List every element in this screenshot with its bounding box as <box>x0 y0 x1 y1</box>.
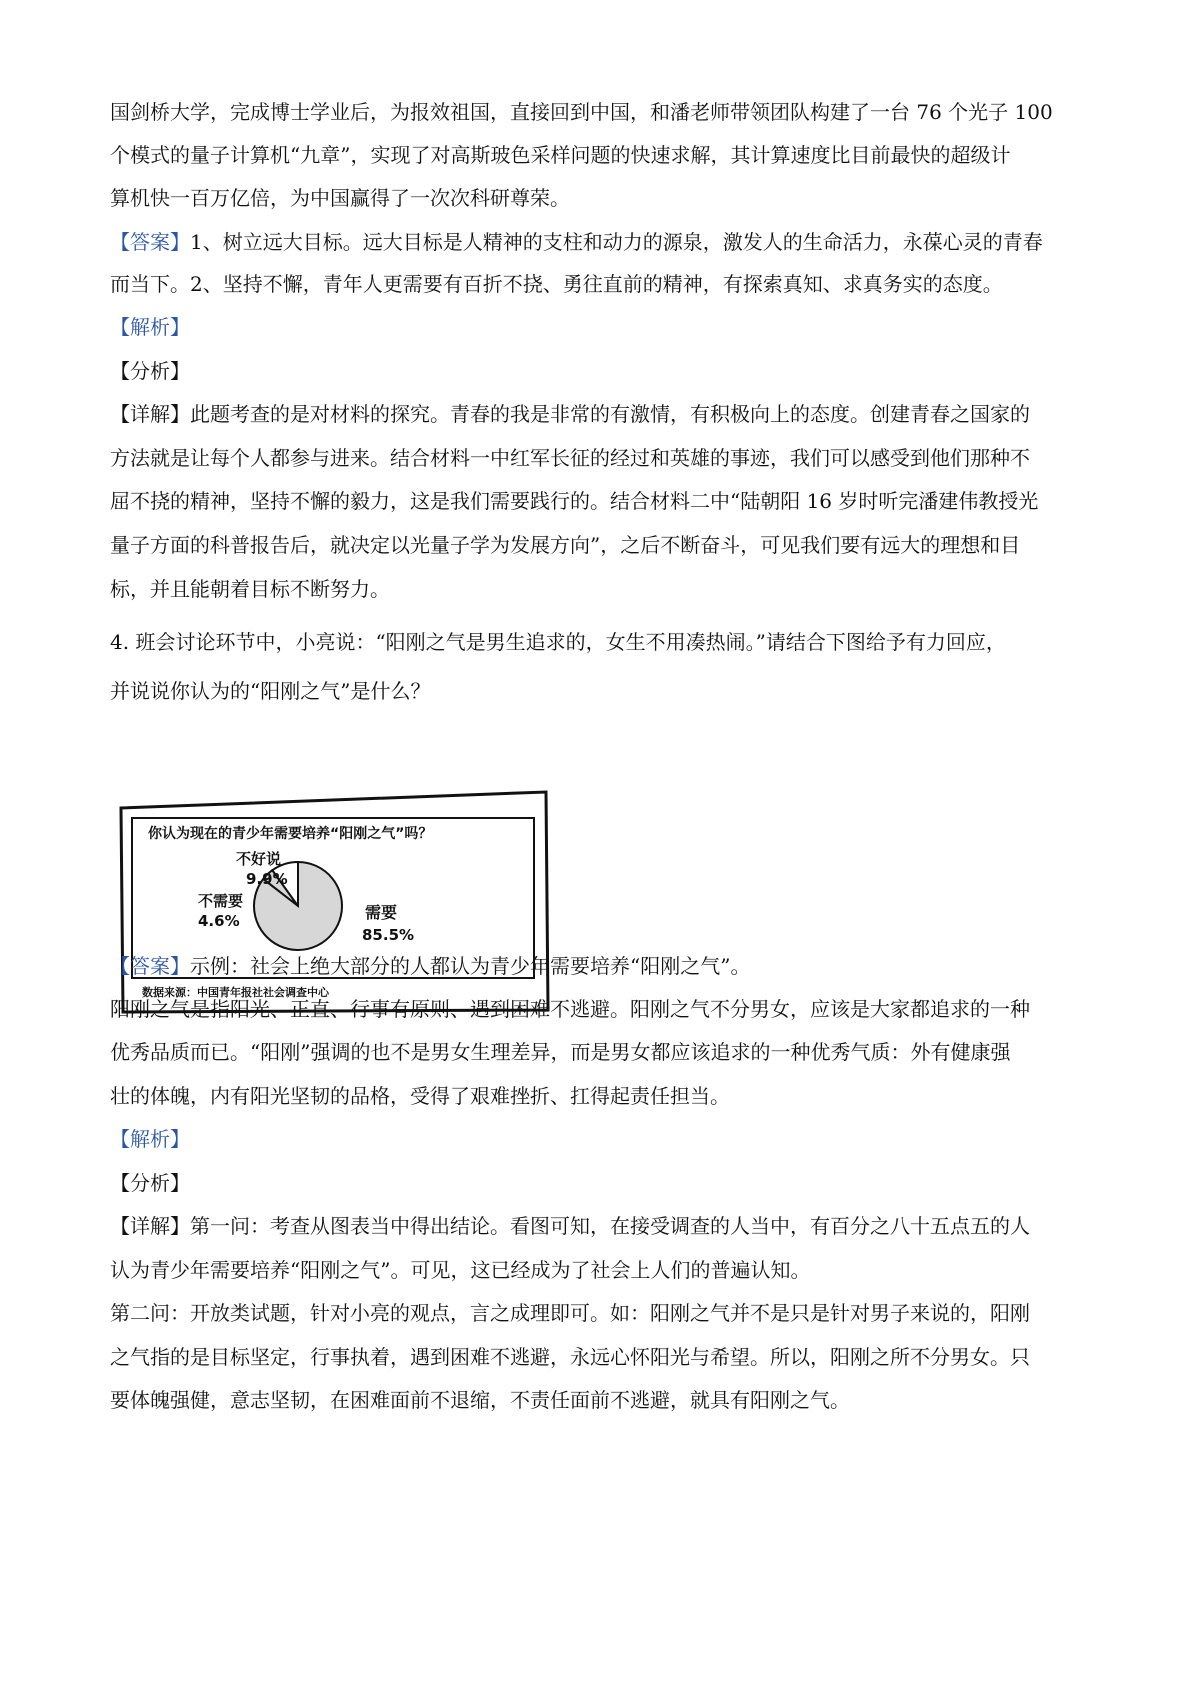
answer-tag: 【答案】 <box>110 954 190 978</box>
q4-detail-line: 第二问：开放类试题，针对小亮的观点，言之成理即可。如：阳刚之气并不是只是针对男子来说的，阳刚 <box>110 1301 1030 1325</box>
q4-answer-line <box>110 952 1100 980</box>
q3-answer-line: 而当下。2、坚持不懈，青年人更需要有百折不挠、勇往直前的精神，有探索真知、求真务实的态度。 <box>110 272 1003 296</box>
pie-chart-svg <box>118 788 550 1016</box>
material-text-line: 国剑桥大学，完成博士学业后，为报效祖国，直接回到中国，和潘老师带领团队构建了一台 76 个光子 100 <box>110 100 1053 124</box>
answer-text: 示例：社会上绝大部分的人都认为青少年需要培养“阳刚之气”。 <box>190 954 751 978</box>
q4-answer-line: 优秀品质而已。“阳刚”强调的也不是男女生理差异，而是男女都应该追求的一种优秀气质：外有健康强 <box>110 1040 1011 1064</box>
q3-detail-line: 标，并且能朝着目标不断努力。 <box>110 577 390 601</box>
detail-tag: 【详解】 <box>110 402 190 426</box>
material-text-line: 个模式的量子计算机“九章”，实现了对高斯玻色采样问题的快速求解，其计算速度比目前最快的超级计 <box>110 143 1011 167</box>
answer-tag: 【答案】 <box>110 230 190 254</box>
fenxi-tag: 【分析】 <box>110 1171 190 1195</box>
q4-detail-line: 要体魄强健，意志坚韧，在困难面前不退缩，不责任面前不逃避，就具有阳刚之气。 <box>110 1388 850 1412</box>
detail-tag: 【详解】 <box>110 1214 190 1238</box>
q3-detail-line: 量子方面的科普报告后，就决定以光量子学为发展方向”，之后不断奋斗，可见我们要有远大的理想和目 <box>110 533 1021 557</box>
survey-pie-chart <box>118 788 550 1016</box>
slice-label-bu-hao-shuo: 不好说 <box>236 850 282 868</box>
material-text-line: 算机快一百万亿倍，为中国赢得了一次次科研尊荣。 <box>110 186 570 210</box>
q4-detail-line: 之气指的是目标坚定，行事执着，遇到困难不逃避，永远心怀阳光与希望。所以，阳刚之所不分男女。只 <box>110 1345 1030 1369</box>
slice-label-xu-yao: 需要 <box>365 903 398 922</box>
q4-detail-line <box>110 1212 1100 1240</box>
answer-text: 1、树立远大目标。远大目标是人精神的支柱和动力的源泉，激发人的生命活力，永葆心灵的青春 <box>190 230 1043 254</box>
q3-detail-line: 屈不挠的精神，坚持不懈的毅力，这是我们需要践行的。结合材料二中“陆朝阳 16 岁时听完潘建伟教授光 <box>110 489 1039 513</box>
q3-answer-line <box>110 228 1100 256</box>
q4-answer-line: 阳刚之气是指阳光、正直、行事有原则、遇到困难不逃避。阳刚之气不分男女，应该是大家都追求的一种 <box>110 997 1030 1021</box>
q3-detail-line: 方法就是让每个人都参与进来。结合材料一中红军长征的经过和英雄的事迹，我们可以感受到他们那种不 <box>110 446 1030 470</box>
slice-label-bu-xu-yao: 不需要 <box>198 892 244 910</box>
analysis-tag: 【解析】 <box>110 1127 190 1151</box>
slice-value-xu-yao: 85.5% <box>362 926 415 944</box>
q3-detail-line <box>110 400 1100 428</box>
fenxi-tag: 【分析】 <box>110 359 190 383</box>
q4-answer-line: 壮的体魄，内有阳光坚韧的品格，受得了艰难挫折、扛得起责任担当。 <box>110 1084 730 1108</box>
detail-text: 此题考查的是对材料的探究。青春的我是非常的有激情，有积极向上的态度。创建青春之国家的 <box>190 402 1030 426</box>
slice-value-bu-xu-yao: 4.6% <box>198 912 240 930</box>
chart-title: 你认为现在的青少年需要培养“阳刚之气”吗？ <box>148 826 433 842</box>
q4-detail-line: 认为青少年需要培养“阳刚之气”。可见，这已经成为了社会上人们的普遍认知。 <box>110 1258 811 1282</box>
q4-question-line: 4. 班会讨论环节中，小亮说：“阳刚之气是男生追求的，女生不用凑热闹。”请结合下图给予有力回应， <box>110 630 1006 654</box>
chart-source: 数据来源：中国青年报社社会调查中心 <box>142 986 329 999</box>
slice-value-bu-hao-shuo: 9.9% <box>246 870 288 888</box>
detail-text: 第一问：考查从图表当中得出结论。看图可知，在接受调查的人当中，有百分之八十五点五的人 <box>190 1214 1030 1238</box>
q4-question-line: 并说说你认为的“阳刚之气”是什么？ <box>110 679 431 703</box>
analysis-tag: 【解析】 <box>110 315 190 339</box>
